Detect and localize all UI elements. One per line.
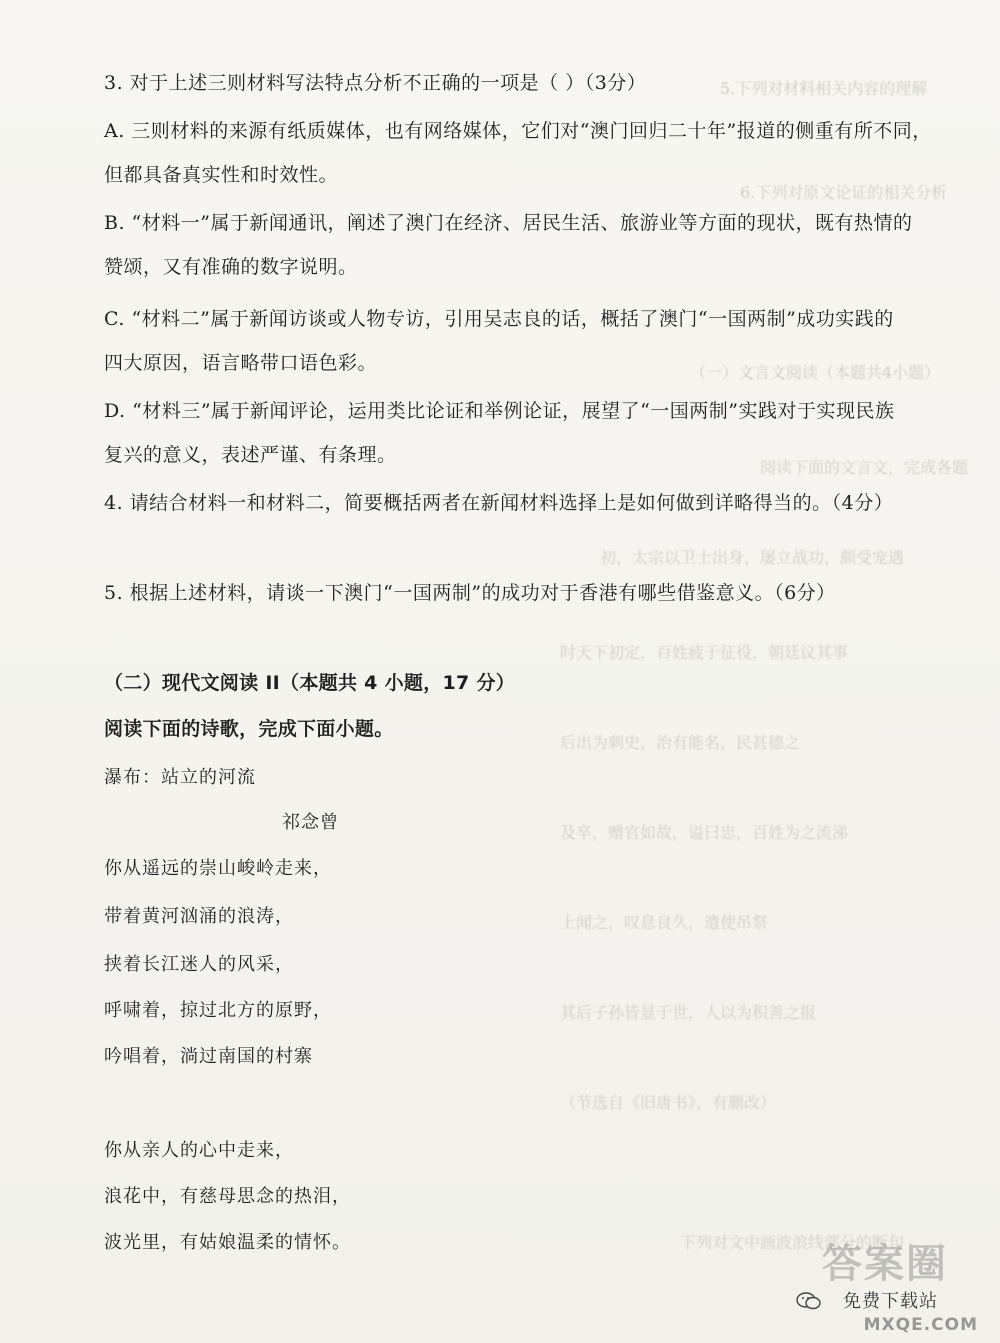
bleed-through-text: （一）文言文阅读（本题共4小题） [690, 363, 941, 382]
option-c-line-2: 四大原因，语言略带口语色彩。 [104, 352, 378, 374]
watermark-logo-text: 答案圈 [822, 1241, 948, 1287]
question-4: 4. 请结合材料一和材料二，简要概括两者在新闻材料选择上是如何做到详略得当的。（4分） [104, 492, 894, 514]
question-3-stem: 3. 对于上述三则材料写法特点分析不正确的一项是（ ）（3分） [104, 72, 647, 94]
bleed-through-text: 阅读下面的文言文，完成各题 [760, 458, 969, 477]
poem-line: 带着黄河汹涌的浪涛， [104, 906, 294, 927]
option-d-line-2: 复兴的意义，表述严谨、有条理。 [104, 444, 397, 466]
bleed-through-text: 及卒，赠官如故，谥曰忠，百姓为之流涕 [560, 823, 849, 842]
section-2-instruction: 阅读下面的诗歌，完成下面小题。 [104, 718, 394, 740]
option-d-line-1: D. “材料三”属于新闻评论，运用类比论证和举例论证，展望了“一国两制”实践对于实现民族 [104, 400, 895, 422]
poem-line: 波光里，有姑娘温柔的情怀。 [104, 1232, 351, 1253]
watermark-url: MXQE.COM [863, 1315, 978, 1335]
site-watermark [786, 1225, 986, 1335]
bleed-through-text: （节选自《旧唐书》，有删改） [560, 1093, 777, 1112]
poem-line: 呼啸着，掠过北方的原野， [104, 1000, 332, 1021]
option-b-line-2: 赞颂，又有准确的数字说明。 [104, 256, 358, 278]
poem-author: 祁念曾 [282, 812, 339, 833]
bleed-through-text: 时天下初定，百姓疲于征役，朝廷议其事 [560, 643, 849, 662]
bleed-through-text: 5.下列对材料相关内容的理解 [720, 79, 928, 98]
section-2-heading: （二）现代文阅读 II（本题共 4 小题，17 分） [104, 672, 516, 694]
option-c-line-1: C. “材料二”属于新闻访谈或人物专访，引用吴志良的话，概括了澳门“一国两制”成功实践的 [104, 308, 894, 330]
watermark-subtitle: 免费下载站 [843, 1291, 938, 1312]
poem-title: 瀑布：站立的河流 [104, 767, 256, 788]
poem-line: 浪花中，有慈母思念的热泪， [104, 1186, 351, 1207]
option-a-line-2: 但都具备真实性和时效性。 [104, 164, 339, 186]
poem-line: 挟着长江迷人的风采， [104, 954, 294, 975]
bleed-through-text: 其后子孙皆显于世，人以为积善之报 [560, 1003, 817, 1022]
poem-line: 吟唱着，淌过南国的村寨 [104, 1046, 313, 1067]
poem-line: 你从亲人的心中走来， [104, 1140, 294, 1161]
bleed-through-text: 6.下列对原文论证的相关分析 [740, 183, 948, 202]
bleed-through-text: 初，太宗以卫士出身，屡立战功，颇受宠遇 [600, 548, 905, 567]
bleed-through-text: 下列对文中画波浪线部分的断句 [680, 1233, 905, 1252]
option-b-line-1: B. “材料一”属于新闻通讯，阐述了澳门在经济、居民生活、旅游业等方面的现状，既有热情的 [104, 212, 913, 234]
question-5: 5. 根据上述材料，请谈一下澳门“一国两制”的成功对于香港有哪些借鉴意义。（6分） [104, 582, 836, 604]
wechat-icon [796, 1291, 822, 1311]
poem-line: 你从遥远的崇山峻岭走来， [104, 858, 332, 879]
bleed-through-text: 后出为刺史，治有能名，民甚德之 [560, 733, 801, 752]
option-a-line-1: A. 三则材料的来源有纸质媒体，也有网络媒体，它们对“澳门回归二十年”报道的侧重有所不同， [104, 120, 932, 142]
bleed-through-text: 上闻之，叹息良久，遣使吊祭 [560, 913, 769, 932]
